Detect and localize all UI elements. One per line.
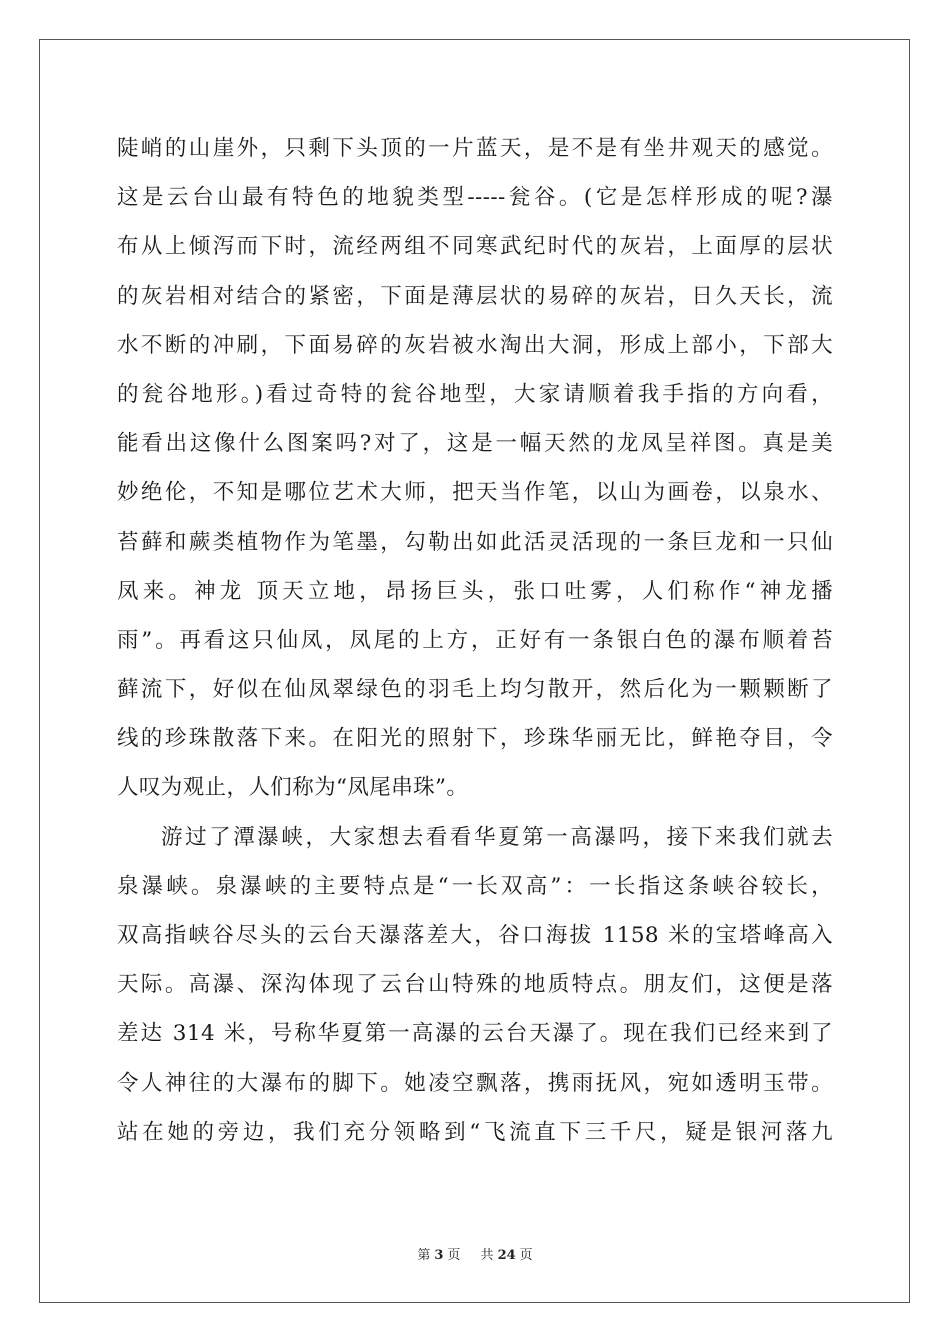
text-line: 陡峭的山崖外，只剩下头顶的一片蓝天，是不是有坐井观天的感觉。 xyxy=(117,136,833,161)
text-line: 的瓮谷地形。)看过奇特的瓮谷地型，大家请顺着我手指的方向看， xyxy=(117,381,833,407)
text-line: 苔藓和蕨类植物作为笔墨，勾勒出如此活灵活现的一条巨龙和一只仙 xyxy=(117,529,833,555)
text-line: 差达 314 米，号称华夏第一高瀑的云台天瀑了。现在我们已经来到了 xyxy=(117,1021,833,1047)
text-line: 人叹为观止，人们称为“凤尾串珠”。 xyxy=(117,775,469,801)
text-line: 游过了潭瀑峡，大家想去看看华夏第一高瀑吗，接下来我们就去 xyxy=(161,824,833,850)
text-line: 凤来。神龙 顶天立地，昂扬巨头，张口吐雾，人们称作“神龙播 xyxy=(117,578,833,604)
page-prefix: 第 xyxy=(417,1248,431,1263)
total-suffix: 页 xyxy=(519,1248,533,1263)
text-line: 能看出这像什么图案吗?对了，这是一幅天然的龙凤呈祥图。真是美 xyxy=(117,431,833,457)
body-text xyxy=(117,124,833,1157)
text-line: 水不断的冲刷，下面易碎的灰岩被水淘出大洞，形成上部小，下部大 xyxy=(117,332,833,358)
text-line: 站在她的旁边，我们充分领略到“飞流直下三千尺，疑是银河落九 xyxy=(117,1119,833,1145)
text-line: 令人神往的大瀑布的脚下。她凌空飘落，携雨抚风，宛如透明玉带。 xyxy=(117,1070,833,1096)
text-line: 这是云台山最有特色的地貌类型-----瓮谷。(它是怎样形成的呢?瀑 xyxy=(117,185,833,211)
total-pages: 24 xyxy=(497,1248,516,1263)
text-line: 藓流下，好似在仙凤翠绿色的羽毛上均匀散开，然后化为一颗颗断了 xyxy=(117,677,833,703)
text-line: 天际。高瀑、深沟体现了云台山特殊的地质特点。朋友们，这便是落 xyxy=(117,972,833,998)
text-line: 妙绝伦，不知是哪位艺术大师，把天当作笔，以山为画卷，以泉水、 xyxy=(117,480,833,506)
text-line: 的灰岩相对结合的紧密，下面是薄层状的易碎的灰岩，日久天长，流 xyxy=(117,283,833,309)
text-line: 双高指峡谷尽头的云台天瀑落差大，谷口海拔 1158 米的宝塔峰高入 xyxy=(117,923,833,948)
text-line: 线的珍珠散落下来。在阳光的照射下，珍珠华丽无比，鲜艳夺目，令 xyxy=(117,726,833,752)
text-line: 雨”。再看这只仙凤，凤尾的上方，正好有一条银白色的瀑布顺着苔 xyxy=(117,627,833,653)
page-indicator xyxy=(413,1248,464,1263)
page-suffix: 页 xyxy=(447,1248,461,1263)
total-prefix: 共 xyxy=(480,1248,494,1263)
text-line: 泉瀑峡。泉瀑峡的主要特点是“一长双高”：一长指这条峡谷较长， xyxy=(117,873,833,899)
page-footer xyxy=(0,1244,950,1263)
total-indicator xyxy=(477,1248,537,1263)
text-line: 布从上倾泻而下时，流经两组不同寒武纪时代的灰岩，上面厚的层状 xyxy=(117,234,833,260)
page-number: 3 xyxy=(434,1248,444,1263)
